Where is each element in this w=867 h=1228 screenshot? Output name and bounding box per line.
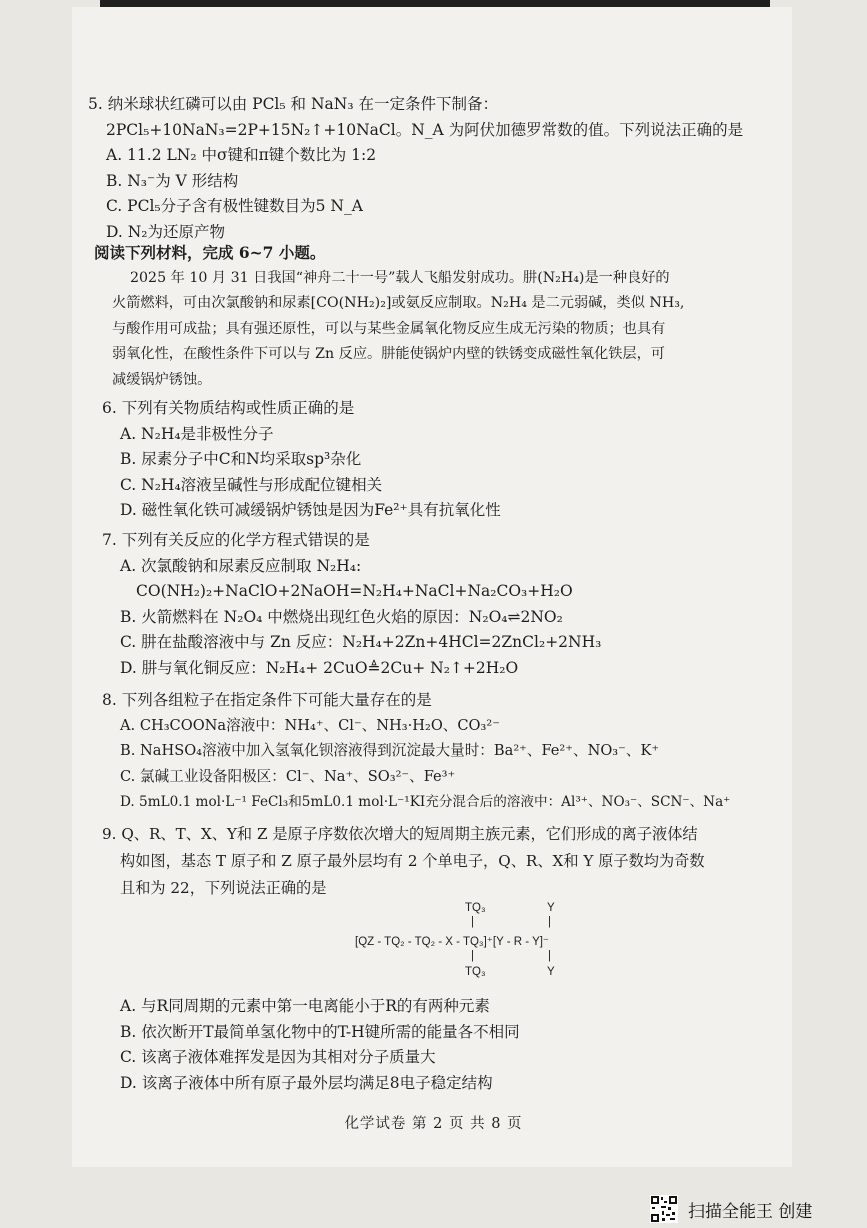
q6-option-a: A. N₂H₄是非极性分子 [120,424,274,443]
q7-option-d: D. 肼与氧化铜反应：N₂H₄+ 2CuO≜2Cu+ N₂↑+2H₂O [120,658,519,677]
q7-option-a: A. 次氯酸钠和尿素反应制取 N₂H₄: [120,556,362,575]
watermark-text: 扫描全能王 创建 [688,1201,813,1222]
q7-option-a-equation: CO(NH₂)₂+NaClO+2NaOH=N₂H₄+NaCl+Na₂CO₃+H₂O [136,582,573,600]
bond-vertical-top-right: | [548,916,551,928]
q9-stem-line-1: 9. Q、R、T、X、Y和 Z 是原子序数依次增大的短周期主族元素，它们形成的离子液体结 [102,825,698,843]
q5-option-b: B. N₃⁻为 V 形结构 [106,171,239,190]
q6-option-d: D. 磁性氧化铁可减缓锅炉锈蚀是因为Fe²⁺具有抗氧化性 [120,501,501,519]
q5-option-c: C. PCl₅分子含有极性键数目为5 N_A [106,197,363,215]
passage-line-5: 减缓锅炉锈蚀。 [112,371,212,388]
q7-stem: 7. 下列有关反应的化学方程式错误的是 [102,531,370,549]
passage-line-4: 弱氧化性，在酸性条件下可以与 Zn 反应。肼能使锅炉内壁的铁锈变成磁性氧化铁层，可 [112,346,665,362]
structure-bottom-right: Y [547,966,555,978]
q5-option-d: D. N₂为还原产物 [106,222,226,241]
q6-option-c: C. N₂H₄溶液呈碱性与形成配位键相关 [120,475,383,494]
passage-line-2: 火箭燃料，可由次氯酸钠和尿素[CO(NH₂)₂]或氨反应制取。N₂H₄ 是二元弱碱，类似 NH₃, [112,295,685,311]
qr-code-icon [650,1195,678,1223]
q9-option-b: B. 依次断开T最简单氢化物中的T-H键所需的能量各不相同 [120,1022,520,1041]
question-8 [102,688,730,816]
scan-top-edge [100,0,770,7]
scanner-watermark [650,1195,860,1223]
structure-top-right: Y [547,902,555,914]
reading-passage [94,240,752,393]
q8-option-a: A. CH₃COONa溶液中：NH₄⁺、Cl⁻、NH₃·H₂O、CO₃²⁻ [120,716,500,734]
q7-option-c: C. 肼在盐酸溶液中与 Zn 反应：N₂H₄+2Zn+4HCl=2ZnCl₂+2NH₃ [120,633,602,651]
bond-vertical-bottom-left: | [471,950,474,962]
q5-option-a: A. 11.2 LN₂ 中σ键和π键个数比为 1:2 [106,146,377,164]
q9-stem-line-3: 且和为 22，下列说法正确的是 [120,879,327,897]
bond-vertical-top-left: | [471,916,474,928]
q6-option-b: B. 尿素分子中C和N均采取sp³杂化 [120,450,362,468]
structure-top-left: TQ₃ [465,902,486,914]
q9-option-a: A. 与R同周期的元素中第一电离能小于R的有两种元素 [120,997,490,1015]
ionic-liquid-structure [355,900,595,982]
question-9-options [120,994,520,1096]
question-6 [102,396,501,524]
question-5 [88,92,743,245]
bond-vertical-bottom-right: | [548,950,551,962]
q8-option-d: D. 5mL0.1 mol·L⁻¹ FeCl₃和5mL0.1 mol·L⁻¹KI充分混合后的溶液中：Al³⁺、NO₃⁻、SCN⁻、Na⁺ [120,794,731,810]
q8-option-c: C. 氯碱工业设备阳极区：Cl⁻、Na⁺、SO₃²⁻、Fe³⁺ [120,767,456,785]
q7-option-b: B. 火箭燃料在 N₂O₄ 中燃烧出现红色火焰的原因：N₂O₄⇌2NO₂ [120,607,563,626]
q5-stem-line-2: 2PCl₅+10NaN₃=2P+15N₂↑+10NaCl。N_A 为阿伏加德罗常数的值。下列说法正确的是 [106,120,744,139]
q9-option-d: D. 该离子液体中所有原子最外层均满足8电子稳定结构 [120,1073,493,1092]
structure-bottom-left: TQ₃ [465,966,486,978]
passage-line-3: 与酸作用可成盐；具有强还原性，可以与某些金属氧化物反应生成无污染的物质；也具有 [112,320,666,337]
structure-main: [QZ - TQ₂ - TQ₂ - X - TQ₃]⁺[Y - R - Y]⁻ [355,936,550,948]
q5-stem-line-1: 5. 纳米球状红磷可以由 PCl₅ 和 NaN₃ 在一定条件下制备： [88,95,498,113]
q9-option-c: C. 该离子液体难挥发是因为其相对分子质量大 [120,1048,436,1066]
page-footer: 化学试卷 第 2 页 共 8 页 [344,1116,523,1132]
passage-line-1: 2025 年 10 月 31 日我国“神舟二十一号”载人飞船发射成功。肼(N₂H₄)是一种良好的 [130,269,670,286]
passage-heading: 阅读下列材料，完成 6~7 小题。 [94,243,326,262]
q9-stem-line-2: 构如图，基态 T 原子和 Z 原子最外层均有 2 个单电子，Q、R、X和 Y 原子数均为奇数 [120,852,705,870]
question-9 [102,822,705,902]
q6-stem: 6. 下列有关物质结构或性质正确的是 [102,399,355,417]
q8-stem: 8. 下列各组粒子在指定条件下可能大量存在的是 [102,691,432,709]
question-7 [102,528,601,681]
q8-option-b: B. NaHSO₄溶液中加入氢氧化钡溶液得到沉淀最大量时：Ba²⁺、Fe²⁺、NO₃⁻、K⁺ [120,742,660,759]
